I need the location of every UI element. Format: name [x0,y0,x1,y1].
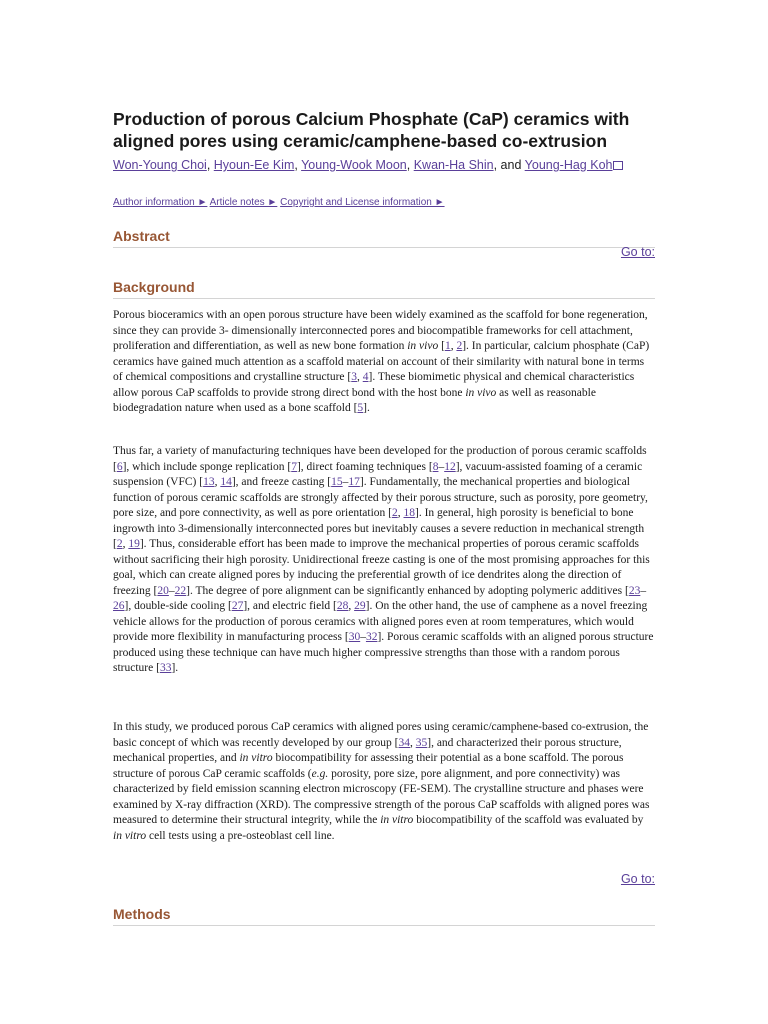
paragraph-text: ], and freeze casting [ [231,476,332,488]
paragraph-text: , [214,476,221,488]
paragraph-text: – [640,584,647,597]
email-envelope-icon[interactable] [613,161,623,170]
author-separator: , and [493,158,525,172]
reference-link[interactable]: 2 [392,507,398,519]
italic-text: in vitro [113,829,147,842]
goto-link-background[interactable]: Go to: [620,872,655,886]
reference-link[interactable]: 22 [174,584,187,597]
paragraph-text: , [348,600,355,612]
author-link[interactable]: Won-Young Choi [113,158,207,172]
reference-link[interactable]: 13 [203,476,215,488]
paragraph-text: ]. Porous ceramic scaffolds with an aligned porous structure produced using these technique can have much higher compressive strengths than those with a random porous structure [ [113,631,654,674]
italic-text: in vivo [465,386,497,399]
paragraph-text: ], vacuum-assisted foaming of a ceramic suspension (VFC) [ [113,460,643,488]
paragraph-text: ], and electric field [ [243,600,337,612]
author-link[interactable]: Kwan-Ha Shin [413,158,494,172]
paragraph-text: ]. Fundamentally, the mechanical properties and biological function of porous ceramic scaffolds are strongly affected by their porous structure, such as porosity, pore geometry, pore size, and pore connectivity, as well as pore orientation [ [113,476,648,519]
author-information-link[interactable]: Author information ► [113,197,208,208]
paragraph-text: , [122,538,129,550]
reference-link[interactable]: 15 [331,476,343,488]
paragraph-text: biocompatibility for assessing their potential as a bone scaffold. The porous structure of porous CaP ceramic scaffolds ( [113,752,624,780]
paragraph-text: Thus far, a variety of manufacturing techniques have been developed for the production of porous ceramic scaffolds [ [113,445,647,473]
paragraph-text: ]. These biomimetic physical and chemical characteristics allow porous CaP scaffolds to provide strong direct bond with the host bone [113,371,635,399]
background-paragraph-1 [113,308,655,417]
paragraph-text: ], double-side cooling [ [124,600,232,612]
reference-link[interactable]: 32 [365,631,378,643]
paragraph-text: ]. [171,662,179,674]
author-separator: , [206,158,214,172]
reference-link[interactable]: 19 [128,538,140,550]
italic-text: in vitro [380,814,414,826]
reference-link[interactable]: 12 [444,460,456,473]
reference-link[interactable]: 2 [116,538,123,550]
paragraph-text: – [342,476,349,488]
author-link[interactable]: Young-Wook Moon [301,158,407,172]
paragraph-text: [ [438,340,445,352]
reference-link[interactable]: 35 [415,736,428,749]
paragraph-text: ]. On the other hand, the use of camphene as a novel freezing vehicle allows for the production of porous ceramics with aligned pores even at room temperatures, which would provide more flexibility in manufacturing process [ [113,600,648,643]
reference-link[interactable]: 1 [444,340,451,352]
reference-link[interactable]: 23 [628,584,641,597]
reference-link[interactable]: 20 [157,584,169,597]
paragraph-text: ]. The degree of pore alignment can be significantly enhanced by adopting polymeric additives [ [186,584,629,597]
reference-link[interactable]: 5 [357,402,364,414]
reference-link[interactable]: 3 [351,371,357,383]
paragraph-text: as well as reasonable biodegradation nature when used as a bone scaffold [ [113,386,596,414]
article-info-links [113,197,445,208]
italic-text: in vivo [407,340,439,352]
copyright-license-link[interactable]: Copyright and License information ► [280,197,445,208]
author-separator: , [294,158,302,172]
author-list [113,158,673,172]
reference-link[interactable]: 4 [362,371,369,383]
reference-link[interactable]: 26 [113,600,125,612]
reference-link[interactable]: 2 [456,340,463,352]
background-paragraph-2 [113,444,655,677]
reference-link[interactable]: 7 [291,460,297,473]
paragraph-text: – [438,460,445,473]
reference-link[interactable]: 28 [336,600,349,612]
paragraph-text: , [356,371,363,383]
reference-link[interactable]: 33 [159,662,172,674]
italic-text: e.g. [311,767,329,780]
reference-link[interactable]: 29 [354,600,366,612]
reference-link[interactable]: 30 [348,631,361,643]
paragraph-text: – [360,631,366,643]
abstract-heading: Abstract [113,228,655,248]
paragraph-text: ]. [363,402,370,414]
reference-link[interactable]: 14 [220,476,232,488]
author-link[interactable]: Hyoun-Ee Kim [213,158,295,172]
paragraph-text: In this study, we produced porous CaP ceramics with aligned pores using ceramic/camphene-based co-extrusion, the basic concept of which was recently developed by our group [ [113,721,649,749]
reference-link[interactable]: 6 [116,460,123,473]
paragraph-text: Porous bioceramics with an open porous structure have been widely examined as the scaffold for bone regeneration, since they can provide 3- dimensionally interconnected pores and biocompatible frameworks for cell attachment, proliferation and differentiation, as well as new bone formation [113,309,648,352]
paragraph-text: , [409,736,416,749]
paragraph-text: ]. In general, high porosity is beneficial to bone ingrowth into 3-dimensionally interconnected pores but inevitably causes a severe reduction in mechanical strength [ [113,507,645,550]
reference-link[interactable]: 18 [403,507,415,519]
paragraph-text: cell tests using a pre-osteoblast cell line. [146,829,335,842]
paragraph-text: – [168,584,175,597]
paragraph-text: porosity, pore size, pore alignment, and pore connectivity) was characterized by field emission scanning electron microscopy (FE-SEM). The crystalline structure and phases were examined by X-ray diffraction (XRD). The compressive strength of the porous CaP scaffolds with aligned pores was measured to determine their structural integrity, while the [113,767,650,826]
methods-heading: Methods [113,906,655,926]
goto-link-abstract[interactable]: Go to: [620,245,655,259]
paragraph-text: ]. Thus, considerable effort has been made to improve the mechanical properties of porous ceramic scaffolds without sacrificing their high porosity. Unidirectional freeze casting is one of the most promising approaches for this goal, which can create aligned pores by inducing the preferential growth of ice dendrites along the direction of freezing [ [113,538,650,597]
reference-link[interactable]: 8 [432,460,439,473]
paragraph-text: ], direct foaming techniques [ [296,460,433,473]
article-notes-link[interactable]: Article notes ► [209,197,278,208]
paragraph-text: biocompatibility of the scaffold was evaluated by [413,814,644,826]
italic-text: in vitro [239,752,273,764]
paragraph-text: ], which include sponge replication [ [122,460,292,473]
reference-link[interactable]: 34 [398,736,410,749]
background-paragraph-3 [113,720,655,844]
author-separator: , [406,158,414,172]
paragraph-text: ], and characterized their porous structure, mechanical properties, and [113,736,622,764]
background-heading: Background [113,279,655,299]
paragraph-text: , [450,340,457,352]
paragraph-text: , [397,507,404,519]
reference-link[interactable]: 17 [348,476,360,488]
reference-link[interactable]: 27 [231,600,244,612]
paragraph-text: ]. In particular, calcium phosphate (CaP) ceramics have gained much attention as a scaffold material on account of their similarity with natural bone in terms of chemical compositions and crystalline structure [ [113,340,650,383]
author-link[interactable]: Young-Hag Koh [524,158,613,172]
article-title: Production of porous Calcium Phosphate (CaP) ceramics with aligned pores using ceramic/camphene-based co-extrusion [113,109,630,151]
